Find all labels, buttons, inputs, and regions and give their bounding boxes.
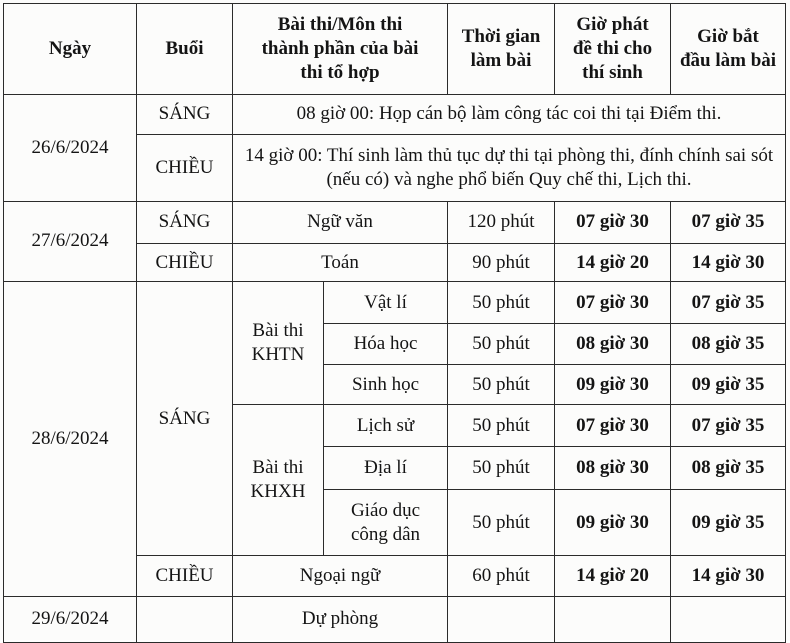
header-duration: Thời gian làm bài — [448, 4, 555, 95]
subject-cell: Giáo dục công dân — [324, 489, 448, 556]
note-cell: 14 giờ 00: Thí sinh làm thủ tục dự thi tại phòng thi, đính chính sai sót (nếu có) và nghe phổ biến Quy chế thi, Lịch thi. — [233, 135, 786, 202]
header-date: Ngày — [4, 4, 137, 95]
handout-time-cell: 09 giờ 30 — [555, 489, 671, 556]
exam-schedule-table — [3, 3, 786, 643]
date-cell: 29/6/2024 — [4, 596, 137, 642]
duration-cell: 50 phút — [448, 282, 555, 324]
note-cell: 08 giờ 00: Họp cán bộ làm công tác coi thi tại Điểm thi. — [233, 94, 786, 134]
start-time-cell: 08 giờ 35 — [671, 324, 786, 364]
start-time-cell: 14 giờ 30 — [671, 556, 786, 596]
handout-time-cell: 08 giờ 30 — [555, 447, 671, 489]
handout-time-cell: 08 giờ 30 — [555, 324, 671, 364]
session-cell: CHIỀU — [137, 135, 233, 202]
start-time-cell: 07 giờ 35 — [671, 405, 786, 447]
subject-cell: Ngữ văn — [233, 201, 448, 243]
start-time-cell: 09 giờ 35 — [671, 489, 786, 556]
duration-cell: 120 phút — [448, 201, 555, 243]
session-cell — [137, 596, 233, 642]
duration-cell — [448, 596, 555, 642]
session-cell: SÁNG — [137, 282, 233, 556]
header-subject: Bài thi/Môn thi thành phần của bài thi tổ hợp — [233, 4, 448, 95]
subject-cell: Toán — [233, 243, 448, 281]
handout-time-cell: 14 giờ 20 — [555, 556, 671, 596]
header-row — [4, 4, 786, 95]
duration-cell: 50 phút — [448, 364, 555, 404]
session-cell: CHIỀU — [137, 556, 233, 596]
header-start-time: Giờ bắt đầu làm bài — [671, 4, 786, 95]
session-cell: SÁNG — [137, 201, 233, 243]
subject-cell: Vật lí — [324, 282, 448, 324]
handout-time-cell — [555, 596, 671, 642]
date-cell: 28/6/2024 — [4, 282, 137, 596]
table-row — [4, 201, 786, 243]
duration-cell: 50 phút — [448, 405, 555, 447]
handout-time-cell: 07 giờ 30 — [555, 201, 671, 243]
start-time-cell: 08 giờ 35 — [671, 447, 786, 489]
duration-cell: 50 phút — [448, 489, 555, 556]
note-cell: Dự phòng — [233, 596, 448, 642]
handout-time-cell: 09 giờ 30 — [555, 364, 671, 404]
duration-cell: 50 phút — [448, 447, 555, 489]
start-time-cell: 07 giờ 35 — [671, 201, 786, 243]
handout-time-cell: 07 giờ 30 — [555, 282, 671, 324]
handout-time-cell: 07 giờ 30 — [555, 405, 671, 447]
start-time-cell: 09 giờ 35 — [671, 364, 786, 404]
duration-cell: 90 phút — [448, 243, 555, 281]
header-session: Buổi — [137, 4, 233, 95]
group-label-khxh: Bài thi KHXH — [233, 405, 324, 556]
subject-cell: Lịch sử — [324, 405, 448, 447]
group-label-khtn: Bài thi KHTN — [233, 282, 324, 405]
subject-cell: Địa lí — [324, 447, 448, 489]
session-cell: CHIỀU — [137, 243, 233, 281]
duration-cell: 50 phút — [448, 324, 555, 364]
start-time-cell — [671, 596, 786, 642]
handout-time-cell: 14 giờ 20 — [555, 243, 671, 281]
table-row — [4, 94, 786, 134]
date-cell: 27/6/2024 — [4, 201, 137, 282]
subject-cell: Hóa học — [324, 324, 448, 364]
date-cell: 26/6/2024 — [4, 94, 137, 201]
subject-cell: Ngoại ngữ — [233, 556, 448, 596]
session-cell: SÁNG — [137, 94, 233, 134]
duration-cell: 60 phút — [448, 556, 555, 596]
table-row — [4, 596, 786, 642]
header-handout-time: Giờ phát đề thi cho thí sinh — [555, 4, 671, 95]
start-time-cell: 14 giờ 30 — [671, 243, 786, 281]
subject-cell: Sinh học — [324, 364, 448, 404]
table-row — [4, 282, 786, 324]
start-time-cell: 07 giờ 35 — [671, 282, 786, 324]
